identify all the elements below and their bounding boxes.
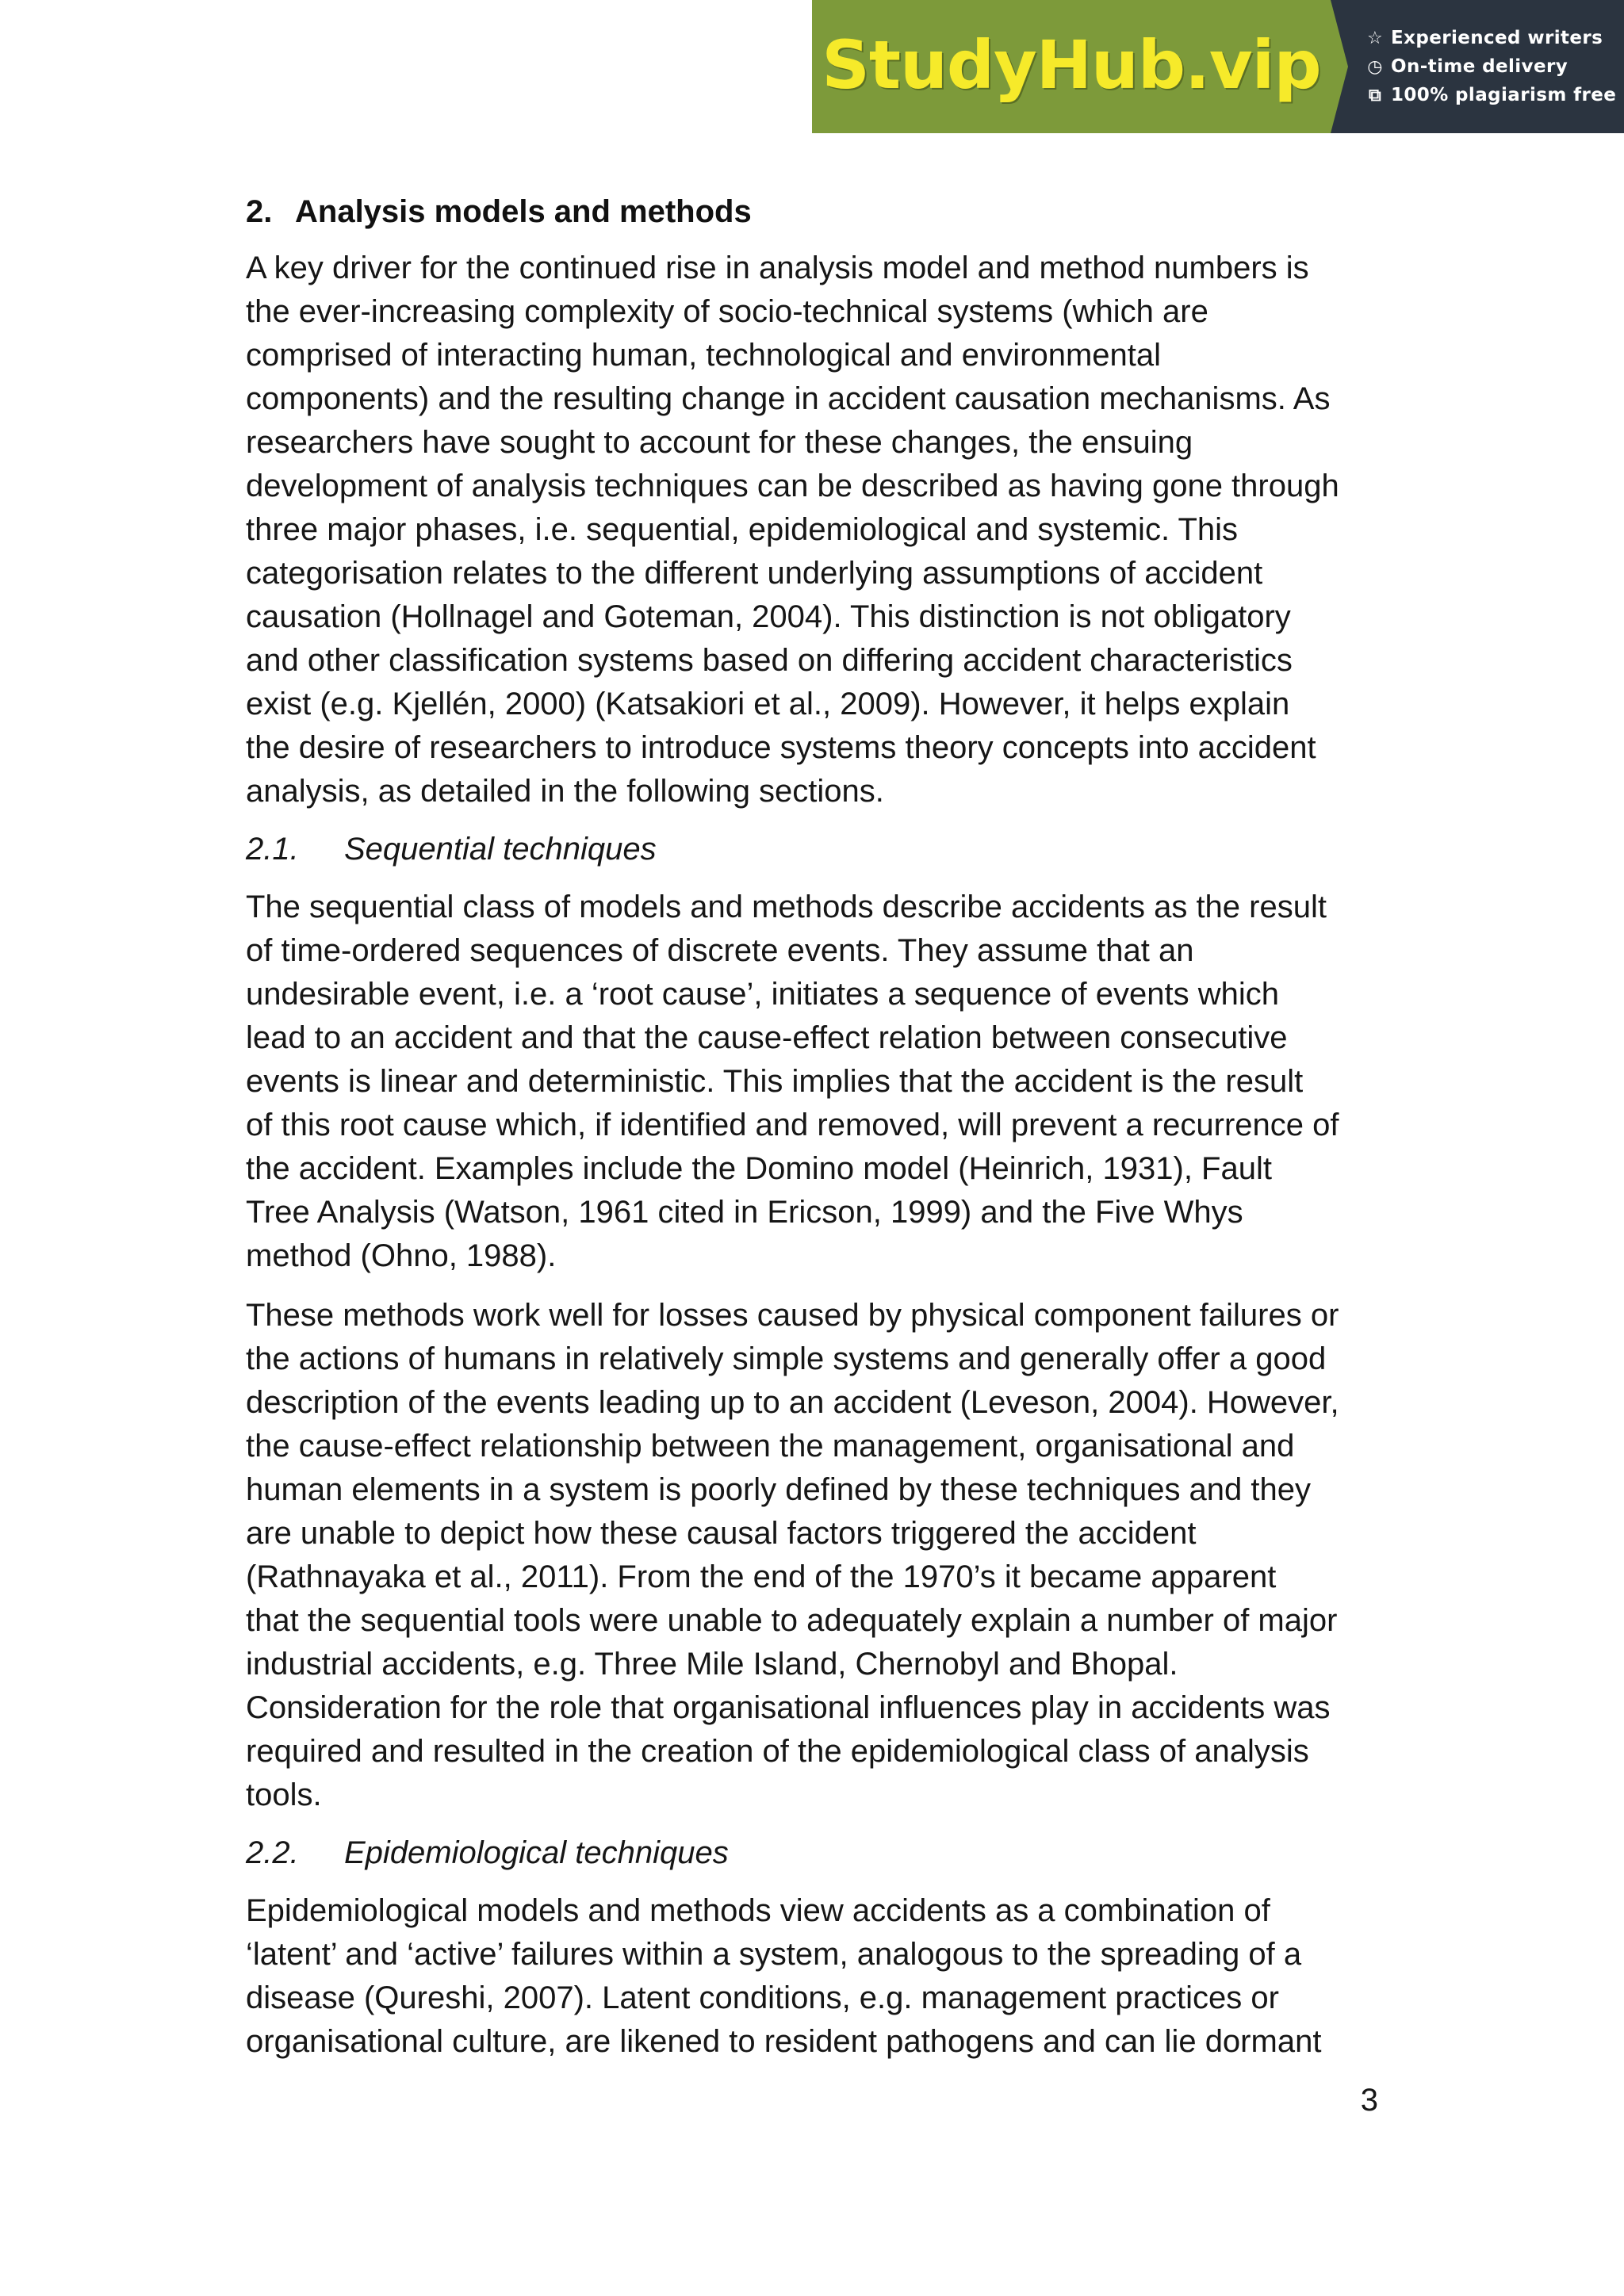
text-line: required and resulted in the creation of the epidemiological class of analysis <box>246 1734 1309 1769</box>
text-line: are unable to depict how these causal factors triggered the accident <box>246 1516 1197 1551</box>
text-line: Consideration for the role that organisational influences play in accidents was <box>246 1690 1331 1725</box>
document-body <box>246 190 1388 2064</box>
text-line: comprised of interacting human, technological and environmental <box>246 338 1162 373</box>
text-line: development of analysis techniques can be described as having gone through <box>246 469 1339 503</box>
text-line: researchers have sought to account for these changes, the ensuing <box>246 425 1193 460</box>
paragraph-gap <box>246 1278 1388 1294</box>
text-line: A key driver for the continued rise in analysis model and method numbers is <box>246 251 1309 285</box>
section-title: Analysis models and methods <box>295 194 752 229</box>
subsection-heading-epidemiological <box>246 1831 1388 1875</box>
text-line: the cause-effect relationship between the management, organisational and <box>246 1429 1295 1464</box>
copy-icon: ⧉ <box>1368 85 1382 105</box>
text-line: (Rathnayaka et al., 2011). From the end of the 1970’s it became apparent <box>246 1559 1277 1594</box>
text-line: categorisation relates to the different underlying assumptions of accident <box>246 556 1263 591</box>
text-line: organisational culture, are likened to resident pathogens and can lie dormant <box>246 2024 1322 2059</box>
subsection-title: Sequential techniques <box>344 832 657 867</box>
clock-icon: ◷ <box>1367 56 1383 77</box>
section-heading <box>246 190 1388 234</box>
feature-plagiarism-free <box>1364 85 1624 105</box>
text-line: human elements in a system is poorly defined by these techniques and they <box>246 1472 1312 1507</box>
section-intro-paragraph <box>246 247 1388 813</box>
sequential-paragraph-1 <box>246 886 1388 1278</box>
text-line: the actions of humans in relatively simple systems and generally offer a good <box>246 1341 1327 1376</box>
studyhub-banner[interactable] <box>812 0 1624 133</box>
text-line: the ever-increasing complexity of socio-technical systems (which are <box>246 294 1208 329</box>
studyhub-logo-link[interactable] <box>812 0 1331 133</box>
subsection-heading-sequential <box>246 828 1388 871</box>
text-line: the accident. Examples include the Domino model (Heinrich, 1931), Fault <box>246 1151 1272 1186</box>
sequential-paragraph-2 <box>246 1294 1388 1817</box>
subsection-number: 2.2. <box>246 1835 299 1870</box>
epidemiological-paragraph-1 <box>246 1889 1388 2064</box>
text-line: lead to an accident and that the cause-effect relation between consecutive <box>246 1020 1288 1055</box>
feature-label: 100% plagiarism free <box>1391 85 1617 105</box>
text-line: method (Ohno, 1988). <box>246 1238 557 1273</box>
text-line: ‘latent’ and ‘active’ failures within a system, analogous to the spreading of a <box>246 1937 1302 1972</box>
text-line: industrial accidents, e.g. Three Mile Island, Chernobyl and Bhopal. <box>246 1647 1178 1682</box>
text-line: These methods work well for losses caused by physical component failures or <box>246 1298 1339 1333</box>
text-line: Epidemiological models and methods view accidents as a combination of <box>246 1893 1270 1928</box>
subsection-number: 2.1. <box>246 832 299 867</box>
banner-features <box>1331 0 1624 133</box>
text-line: three major phases, i.e. sequential, epidemiological and systemic. This <box>246 512 1239 547</box>
text-line: of time-ordered sequences of discrete events. They assume that an <box>246 933 1194 968</box>
feature-on-time-delivery <box>1364 56 1624 77</box>
text-line: tools. <box>246 1777 322 1812</box>
text-line: components) and the resulting change in accident causation mechanisms. As <box>246 381 1331 416</box>
feature-label: On-time delivery <box>1391 56 1568 77</box>
text-line: analysis, as detailed in the following sections. <box>246 774 884 809</box>
banner-arrow-divider <box>1331 0 1348 133</box>
text-line: causation (Hollnagel and Goteman, 2004). This distinction is not obligatory <box>246 599 1291 634</box>
section-number: 2. <box>246 194 273 229</box>
page-number: 3 <box>1360 2083 1378 2118</box>
text-line: undesirable event, i.e. a ‘root cause’, initiates a sequence of events which <box>246 977 1280 1012</box>
text-line: of this root cause which, if identified and removed, will prevent a recurrence of <box>246 1108 1339 1142</box>
text-line: exist (e.g. Kjellén, 2000) (Katsakiori et al., 2009). However, it helps explain <box>246 687 1290 721</box>
text-line: that the sequential tools were unable to adequately explain a number of major <box>246 1603 1338 1638</box>
text-line: events is linear and deterministic. This implies that the accident is the result <box>246 1064 1304 1099</box>
studyhub-logo-text: StudyHub.vip <box>822 26 1321 104</box>
text-line: and other classification systems based on differing accident characteristics <box>246 643 1293 678</box>
text-line: The sequential class of models and methods describe accidents as the result <box>246 890 1327 924</box>
star-icon: ☆ <box>1366 28 1384 48</box>
text-line: Tree Analysis (Watson, 1961 cited in Ericson, 1999) and the Five Whys <box>246 1195 1243 1230</box>
text-line: description of the events leading up to an accident (Leveson, 2004). However, <box>246 1385 1339 1420</box>
subsection-title: Epidemiological techniques <box>344 1835 729 1870</box>
feature-experienced-writers <box>1364 28 1624 48</box>
feature-label: Experienced writers <box>1391 28 1603 48</box>
text-line: the desire of researchers to introduce systems theory concepts into accident <box>246 730 1316 765</box>
text-line: disease (Qureshi, 2007). Latent conditions, e.g. management practices or <box>246 1980 1279 2015</box>
